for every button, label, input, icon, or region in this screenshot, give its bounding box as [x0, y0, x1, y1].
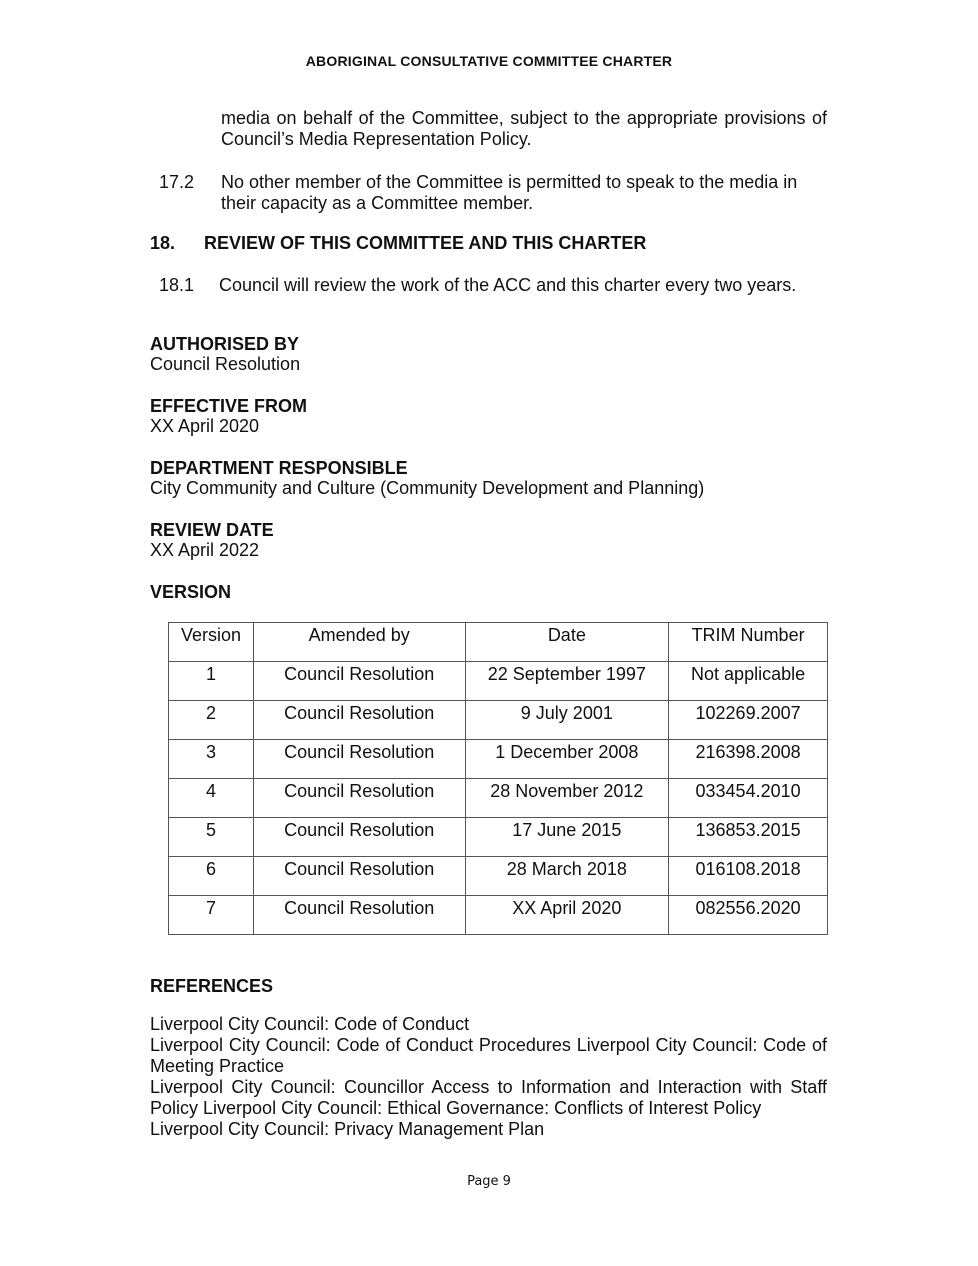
date-cell: XX April 2020 — [465, 896, 669, 935]
trim-number-cell: 136853.2015 — [669, 818, 828, 857]
trim-number-cell: 033454.2010 — [669, 779, 828, 818]
effective-from-label: EFFECTIVE FROM — [150, 396, 307, 416]
version-cell: 7 — [169, 896, 254, 935]
version-table-row — [169, 740, 828, 779]
reference-item: Liverpool City Council: Privacy Management Plan — [150, 1119, 545, 1139]
version-table-header: Amended by — [253, 623, 465, 662]
amended-by-cell: Council Resolution — [253, 818, 465, 857]
references-list — [150, 1014, 827, 1140]
version-table-header: Date — [465, 623, 669, 662]
date-cell: 1 December 2008 — [465, 740, 669, 779]
effective-from-value: XX April 2020 — [150, 416, 260, 436]
trim-number-cell: 016108.2018 — [669, 857, 828, 896]
amended-by-cell: Council Resolution — [253, 662, 465, 701]
version-cell: 5 — [169, 818, 254, 857]
version-table-header: Version — [169, 623, 254, 662]
references-label: REFERENCES — [150, 976, 274, 996]
section-18-number: 18. — [150, 233, 176, 253]
amended-by-cell: Council Resolution — [253, 701, 465, 740]
version-cell: 4 — [169, 779, 254, 818]
page-number: Page 9 — [467, 1174, 511, 1189]
version-table — [168, 622, 828, 935]
reference-item: Liverpool City Council: Code of Conduct Procedures Liverpool City Council: Code of Meeting Practice — [150, 1035, 827, 1076]
amended-by-cell: Council Resolution — [253, 740, 465, 779]
trim-number-cell: Not applicable — [669, 662, 828, 701]
date-cell: 9 July 2001 — [465, 701, 669, 740]
amended-by-cell: Council Resolution — [253, 857, 465, 896]
version-table-row — [169, 818, 828, 857]
version-table-header: TRIM Number — [669, 623, 828, 662]
clause-17-1-continuation: media on behalf of the Committee, subject to the appropriate provisions of Council’s Media Representation Policy. — [221, 108, 827, 149]
trim-number-cell: 082556.2020 — [669, 896, 828, 935]
date-cell: 17 June 2015 — [465, 818, 669, 857]
version-table-header-row — [169, 623, 828, 662]
trim-number-cell: 102269.2007 — [669, 701, 828, 740]
version-table-row — [169, 896, 828, 935]
clause-17-2-text: No other member of the Committee is permitted to speak to the media in their capacity as a Committee member. — [221, 172, 798, 213]
version-table-row — [169, 701, 828, 740]
department-responsible-label: DEPARTMENT RESPONSIBLE — [150, 458, 408, 478]
department-responsible-value: City Community and Culture (Community Development and Planning) — [150, 478, 705, 498]
authorised-by-label: AUTHORISED BY — [150, 334, 300, 354]
clause-17-2-number: 17.2 — [159, 172, 195, 192]
clause-18-1-text: Council will review the work of the ACC and this charter every two years. — [219, 275, 797, 295]
section-18-title: REVIEW OF THIS COMMITTEE AND THIS CHARTER — [204, 233, 647, 253]
date-cell: 28 March 2018 — [465, 857, 669, 896]
amended-by-cell: Council Resolution — [253, 896, 465, 935]
version-cell: 3 — [169, 740, 254, 779]
clause-18-1-number: 18.1 — [159, 275, 195, 295]
amended-by-cell: Council Resolution — [253, 779, 465, 818]
version-cell: 2 — [169, 701, 254, 740]
date-cell: 22 September 1997 — [465, 662, 669, 701]
review-date-value: XX April 2022 — [150, 540, 260, 560]
version-cell: 1 — [169, 662, 254, 701]
date-cell: 28 November 2012 — [465, 779, 669, 818]
version-cell: 6 — [169, 857, 254, 896]
document-header-title: ABORIGINAL CONSULTATIVE COMMITTEE CHARTER — [305, 53, 673, 69]
version-label: VERSION — [150, 582, 232, 602]
version-table-row — [169, 779, 828, 818]
version-table-row — [169, 662, 828, 701]
review-date-label: REVIEW DATE — [150, 520, 274, 540]
reference-item: Liverpool City Council: Councillor Access to Information and Interaction with Staff Policy Liverpool City Council: Ethical Governance: Conflicts of Interest Policy — [150, 1077, 827, 1118]
version-table-row — [169, 857, 828, 896]
authorised-by-value: Council Resolution — [150, 354, 301, 374]
reference-item: Liverpool City Council: Code of Conduct — [150, 1014, 470, 1034]
trim-number-cell: 216398.2008 — [669, 740, 828, 779]
